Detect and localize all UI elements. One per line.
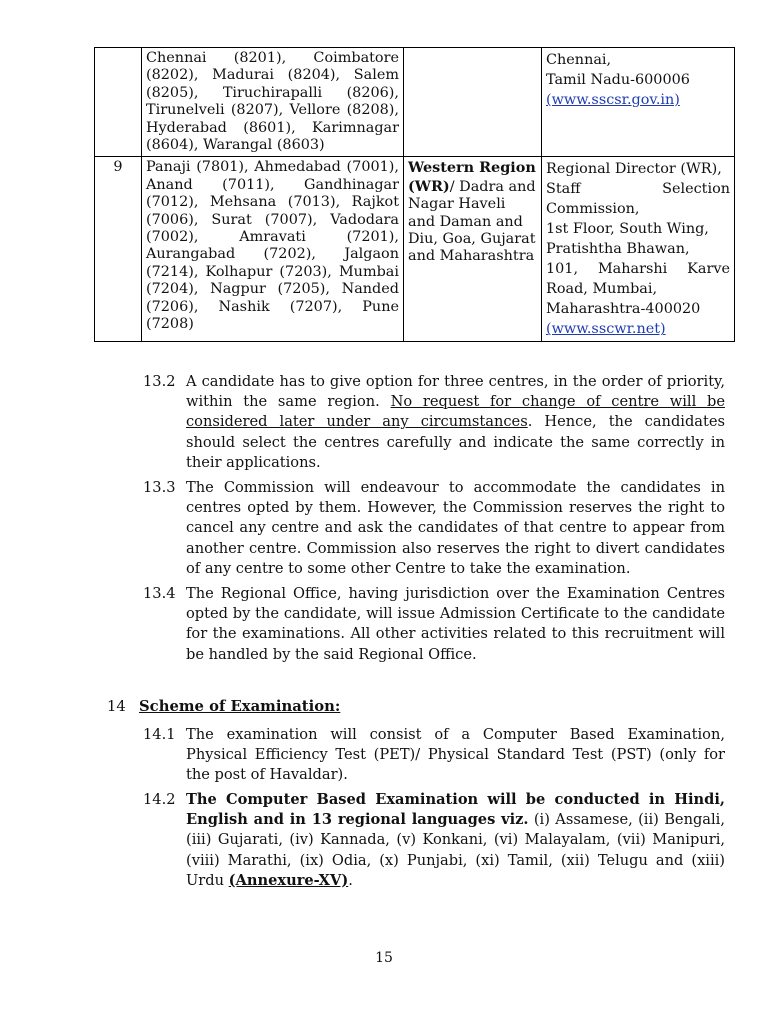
address-line: Chennai, — [546, 52, 612, 68]
paragraph-number: 14.1 — [143, 726, 176, 743]
address-line: Regional Director (WR), — [546, 161, 722, 178]
underlined-notice: No request for change of centre will be considered later under any circumstances — [186, 393, 725, 431]
address-line: Maharashtra-400020 — [546, 301, 701, 318]
regional-centres-table — [94, 47, 735, 342]
page-number: 15 — [375, 950, 393, 966]
table-row — [95, 48, 735, 157]
region-cell — [404, 48, 542, 157]
paragraph-13-3 — [143, 478, 725, 579]
address-line: 101, Maharshi Karve Road, Mumbai, — [546, 261, 730, 298]
region-name: Western Region (WR) — [408, 159, 536, 195]
office-address — [542, 48, 735, 157]
row-number: 9 — [95, 157, 142, 342]
text-part: A candidate has to give option for three centres, in the order of priority, within the same region. — [186, 373, 725, 411]
section-heading-14 — [107, 697, 340, 717]
paragraph-number: 13.4 — [143, 585, 176, 602]
table-row — [95, 157, 735, 342]
address-line: Tamil Nadu-600006 — [546, 72, 690, 88]
bold-statement: The Computer Based Examination will be conducted in Hindi, English and in 13 regional languages viz. — [186, 791, 725, 829]
text-part: . Hence, the candidates should select the centres carefully and indicate the same correctly in their applications. — [186, 413, 725, 471]
paragraph-14-2 — [143, 790, 725, 891]
paragraph-text — [186, 790, 725, 891]
region-states: / Dadra and Nagar Haveli and Daman and Diu, Goa, Gujarat and Maharashtra — [408, 178, 536, 265]
paragraph-text — [186, 372, 725, 473]
paragraph-13-4 — [143, 584, 725, 665]
paragraph-text: The examination will consist of a Computer Based Examination, Physical Efficiency Test (PET)/ Physical Standard Test (PST) (only for the post of Havaldar). — [186, 726, 725, 784]
address-line: Pratishtha Bhawan, — [546, 241, 690, 258]
row-number — [95, 48, 142, 157]
website-link[interactable]: (www.sscsr.gov.in) — [546, 92, 680, 108]
text-end: . — [348, 871, 353, 889]
region-cell — [404, 157, 542, 342]
address-line: 1st Floor, South Wing, — [546, 221, 709, 238]
section-title: Scheme of Examination: — [139, 698, 341, 715]
paragraph-14-1 — [143, 725, 725, 786]
annexure-reference: (Annexure-XV) — [228, 871, 349, 889]
centre-list: Panaji (7801), Ahmedabad (7001), Anand (7011), Gandhinagar (7012), Mehsana (7013), Rajkot (7006), Surat (7007), Vadodara (7002), Amravati (7201), Aurangabad (7202), Jalgaon (7214), Kolhapur (7203), Mumbai (7204), Nagpur (7205), Nanded (7206), Nashik (7207), Pune (7208) — [142, 157, 404, 342]
office-address — [542, 157, 735, 342]
website-link[interactable]: (www.sscwr.net) — [546, 321, 666, 338]
paragraph-number: 14.2 — [143, 791, 176, 808]
paragraph-number: 13.2 — [143, 373, 176, 390]
language-list: (i) Assamese, (ii) Bengali, (iii) Gujarati, (iv) Kannada, (v) Konkani, (vi) Malayalam, (vii) Manipuri, (viii) Marathi, (ix) Odia, (x) Punjabi, (xi) Tamil, (xii) Telugu and (xiii) Urdu — [186, 811, 725, 889]
section-number: 14 — [107, 698, 126, 715]
address-line: Staff Selection Commission, — [546, 181, 730, 218]
paragraph-text: The Regional Office, having jurisdiction over the Examination Centres opted by the candidate, will issue Admission Certificate to the candidate for the examinations. All other activities related to this recruitment will be handled by the said Regional Office. — [186, 585, 725, 663]
paragraph-text: The Commission will endeavour to accommodate the candidates in centres opted by them. However, the Commission reserves the right to cancel any centre and ask the candidates of that centre to appear from another centre. Commission also reserves the right to divert candidates of any centre to some other Centre to take the examination. — [186, 479, 725, 577]
centre-list: Chennai (8201), Coimbatore (8202), Madurai (8204), Salem (8205), Tiruchirapalli (8206), Tirunelveli (8207), Vellore (8208), Hyderabad (8601), Karimnagar (8604), Warangal (8603) — [142, 48, 404, 157]
paragraph-13-2 — [143, 372, 725, 473]
paragraph-number: 13.3 — [143, 479, 176, 496]
